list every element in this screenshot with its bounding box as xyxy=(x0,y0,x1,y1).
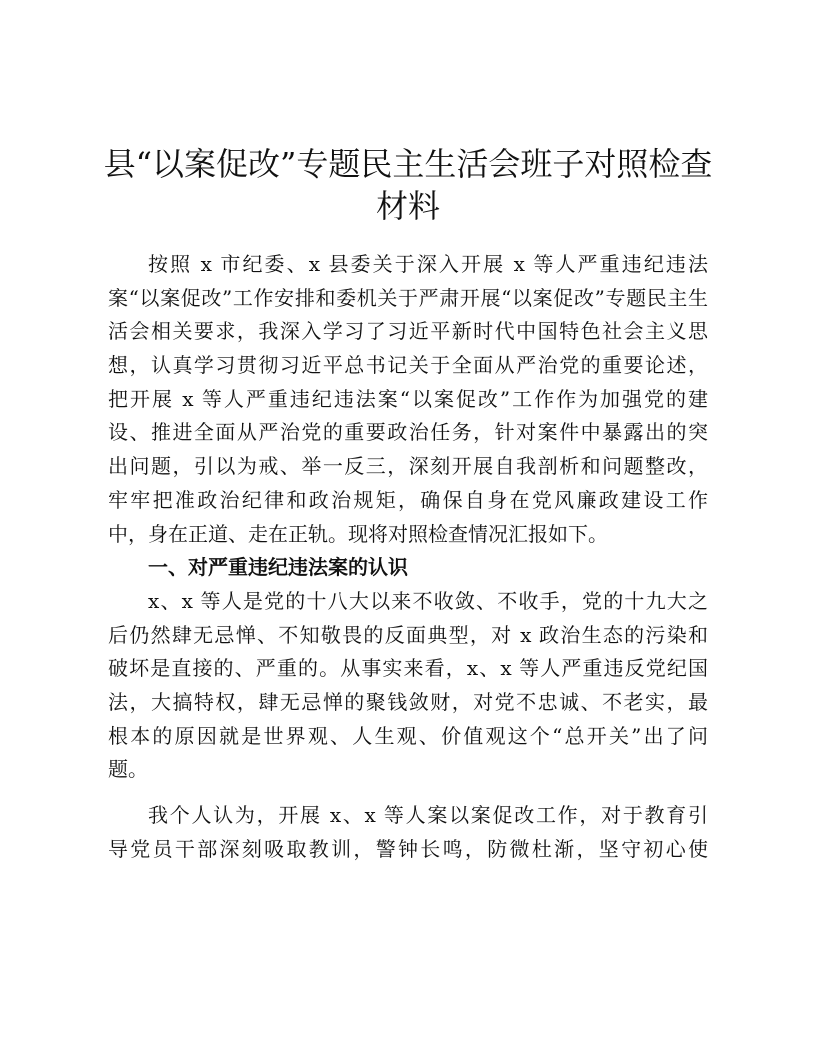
paragraph-line: 设、推进全面从严治党的重要政治任务，针对案件中暴露出的突 xyxy=(108,420,708,445)
paragraph-line: 后仍然肆无忌惮、不知敬畏的反面典型，对 x 政治生态的污染和 xyxy=(108,622,708,647)
paragraph-line: 我个人认为，开展 x、x 等人案以案促改工作，对于教育引 xyxy=(148,803,708,827)
paragraph-line: 破坏是直接的、严重的。从事实来看，x、x 等人严重违反党纪国 xyxy=(108,656,708,681)
document-title xyxy=(90,143,726,227)
paragraph-spacer xyxy=(108,787,708,799)
paragraph-line: 出问题，引以为戒、举一反三，深刻开展自我剖析和问题整改， xyxy=(108,454,708,479)
document-body xyxy=(108,248,708,866)
paragraph-line: 牢牢把准政治纪律和政治规矩，确保自身在党风廉政建设工作 xyxy=(108,487,708,512)
paragraph-line: 根本的原因就是世界观、人生观、价值观这个“总开关”出了问 xyxy=(108,723,708,748)
section-heading: 一、对严重违纪违法案的认识 xyxy=(148,555,408,580)
paragraph-line: 题。 xyxy=(108,757,148,782)
title-line-2: 材料 xyxy=(375,187,440,225)
paragraph-line: 案“以案促改”工作安排和委机关于严肃开展“以案促改”专题民主生 xyxy=(108,285,708,310)
paragraph-line: 把开展 x 等人严重违纪违法案“以案促改”工作作为加强党的建 xyxy=(108,386,708,411)
paragraph-line: 按照 x 市纪委、x 县委关于深入开展 x 等人严重违纪违法 xyxy=(148,252,708,276)
paragraph-line: 法，大搞特权，肆无忌惮的聚钱敛财，对党不忠诚、不老实，最 xyxy=(108,689,708,714)
title-line-1: 县“以案促改”专题民主生活会班子对照检查 xyxy=(103,145,713,183)
paragraph-3 xyxy=(108,799,708,866)
paragraph-1 xyxy=(108,248,708,551)
paragraph-line: 中，身在正道、走在正轨。现将对照检查情况汇报如下。 xyxy=(108,521,608,546)
paragraph-2 xyxy=(108,585,708,787)
paragraph-line: 导党员干部深刻吸取教训，警钟长鸣，防微杜渐，坚守初心使 xyxy=(108,836,708,861)
paragraph-line: x、x 等人是党的十八大以来不收敛、不收手，党的十九大之 xyxy=(148,588,708,613)
paragraph-line: 活会相关要求，我深入学习了习近平新时代中国特色社会主义思 xyxy=(108,319,708,344)
paragraph-line: 想，认真学习贯彻习近平总书记关于全面从严治党的重要论述， xyxy=(108,353,708,378)
